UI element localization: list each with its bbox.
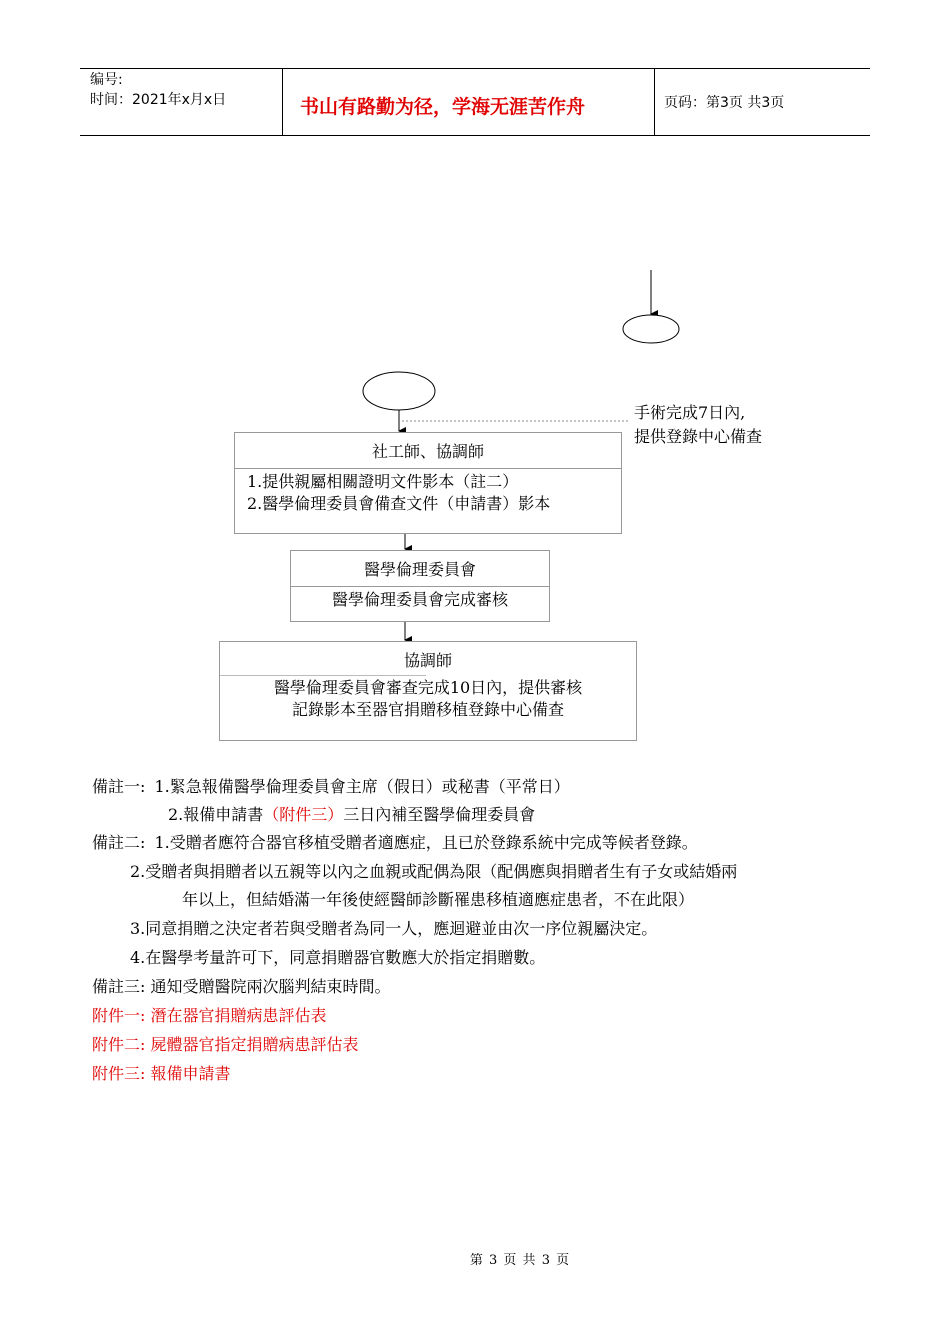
box-title: 醫學倫理委員會 xyxy=(363,560,476,579)
serial-label: 编号: xyxy=(90,72,123,88)
attachment1-link: 附件一: 潛在器官捐贈病患評估表 xyxy=(92,1006,327,1025)
notes-section xyxy=(92,776,872,1092)
box-line: 1.提供親屬相關證明文件影本（註二） xyxy=(247,472,519,491)
note2-label: 備註二: xyxy=(92,833,146,852)
note1-item2-attachment-ref: （附件三） xyxy=(263,805,344,824)
note2-item2b: 年以上，但結婚滿一年後使經醫師診斷罹患移植適應症患者，不在此限） xyxy=(182,890,695,909)
note1-item1: 1.緊急報備醫學倫理委員會主席（假日）或秘書（平常日） xyxy=(154,777,570,796)
note1-label: 備註一: xyxy=(92,777,146,796)
box-title: 社工師、協調師 xyxy=(371,442,484,461)
flow-box-social-worker xyxy=(234,432,622,534)
side-note-line1: 手術完成7日內, xyxy=(634,403,746,422)
connector-ellipse-icon xyxy=(623,315,679,343)
date-label: 时间：2021年x月x日 xyxy=(90,92,227,108)
note2-item4: 4.在醫學考量許可下，同意捐贈器官數應大於指定捐贈數。 xyxy=(130,948,546,967)
header-motto: 书山有路勤为径，学海无涯苦作舟 xyxy=(300,96,586,118)
note3: 備註三: 通知受贈醫院兩次腦判結束時間。 xyxy=(92,977,391,996)
flow-box-coordinator xyxy=(219,641,637,741)
attachment3-link: 附件三: 報備申請書 xyxy=(92,1064,231,1083)
note1-item2: 2.報備申請書 xyxy=(168,805,264,824)
box-line: 醫學倫理委員會審查完成10日內，提供審核 xyxy=(273,678,583,697)
note2-item1: 1.受贈者應符合器官移植受贈者適應症，且已於登錄系統中完成等候者登錄。 xyxy=(154,833,698,852)
note2-item3: 3.同意捐贈之決定者若與受贈者為同一人，應迴避並由次一序位親屬決定。 xyxy=(130,919,658,938)
page-footer: 第 3 页 共 3 页 xyxy=(469,1253,571,1268)
side-note-line2: 提供登錄中心備查 xyxy=(634,427,763,446)
flow-box-ethics-committee xyxy=(290,550,550,622)
box-line: 2.醫學倫理委員會備查文件（申請書）影本 xyxy=(247,494,551,513)
note1-item2-tail: 三日內補至醫學倫理委員會 xyxy=(343,805,536,824)
connector-ellipse-icon xyxy=(363,372,435,410)
box-line: 醫學倫理委員會完成審核 xyxy=(331,590,508,609)
box-title: 協調師 xyxy=(403,651,452,670)
attachment2-link: 附件二: 屍體器官指定捐贈病患評估表 xyxy=(92,1035,359,1054)
page-label: 页码：第3页 共3页 xyxy=(664,95,785,111)
note2-item2a: 2.受贈者與捐贈者以五親等以內之血親或配偶為限（配偶應與捐贈者生有子女或結婚兩 xyxy=(130,862,738,881)
box-line: 記錄影本至器官捐贈移植登錄中心備查 xyxy=(291,700,564,719)
